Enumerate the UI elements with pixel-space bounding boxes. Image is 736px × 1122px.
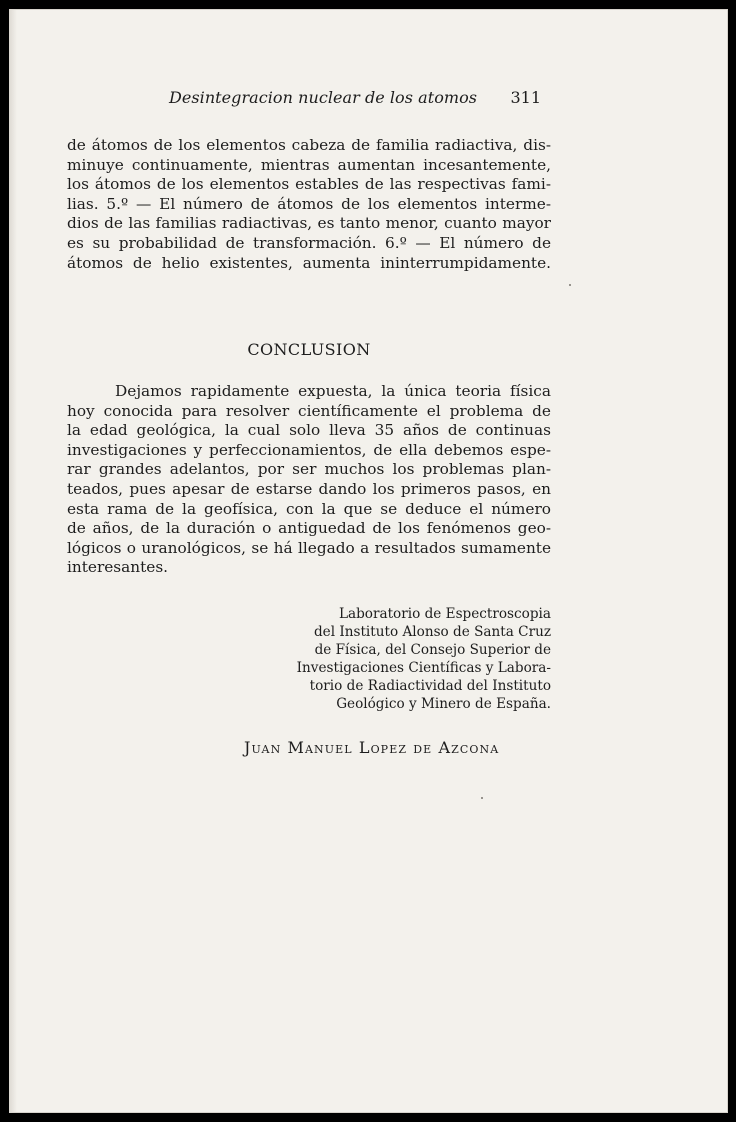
running-title: Desintegracion nuclear de los atomos <box>169 88 478 107</box>
page-number: 311 <box>510 88 541 107</box>
affiliation-line: de Física, del Consejo Superior de <box>314 642 551 659</box>
section-heading: CONCLUSION <box>247 340 371 359</box>
affiliation-line: del Instituto Alonso de Santa Cruz <box>313 624 551 641</box>
paragraph-line: lógicos o uranológicos, se há llegado a resultados sumamente <box>67 538 551 557</box>
paragraph-line: dios de las familias radiactivas, es tanto menor, cuanto mayor <box>67 214 551 233</box>
paragraph-line: Dejamos rapidamente expuesta, la única teoria física <box>115 382 551 400</box>
running-header <box>169 87 549 111</box>
paper-speck <box>569 284 571 286</box>
paragraph-line: minuye continuamente, mientras aumentan incesantemente, <box>67 155 551 174</box>
paragraph-line: es su probabilidad de transformación. 6.º — El número de <box>67 233 551 252</box>
paragraph-line: átomos de helio existentes, aumenta ininterrumpidamente. <box>67 253 551 272</box>
affiliation-line: Investigaciones Científicas y Labora- <box>296 660 551 677</box>
author-signature: Juan Manuel Lopez de Azcona <box>244 738 500 757</box>
paragraph-line: esta rama de la geofísica, con la que se deduce el número <box>67 499 551 518</box>
paragraph-line: rar grandes adelantos, por ser muchos los problemas plan- <box>67 460 551 479</box>
paragraph-line: de átomos de los elementos cabeza de familia radiactiva, dis- <box>67 136 551 154</box>
paper-speck <box>481 797 483 799</box>
paragraph-line: los átomos de los elementos estables de las respectivas fami- <box>67 175 551 194</box>
affiliation-block <box>285 605 551 714</box>
paragraph-line: la edad geológica, la cual solo lleva 35 años de continuas <box>67 421 551 440</box>
affiliation-line: Geológico y Minero de España. <box>336 696 551 713</box>
opening-paragraph <box>67 136 551 273</box>
paragraph-line: lias. 5.º — El número de átomos de los elementos interme- <box>67 194 551 213</box>
book-page <box>9 9 728 1113</box>
affiliation-line: Laboratorio de Espectroscopia <box>338 606 551 622</box>
paragraph-line: interesantes. <box>67 558 169 577</box>
paragraph-line: investigaciones y perfeccionamientos, de ella debemos espe- <box>67 440 551 459</box>
paragraph-line: teados, pues apesar de estarse dando los primeros pasos, en <box>67 479 551 498</box>
conclusion-paragraph <box>67 382 551 578</box>
affiliation-line: torio de Radiactividad del Instituto <box>309 678 551 695</box>
paragraph-line: hoy conocida para resolver científicamente el problema de <box>67 401 551 420</box>
paragraph-line: de años, de la duración o antiguedad de los fenómenos geo- <box>67 519 551 538</box>
